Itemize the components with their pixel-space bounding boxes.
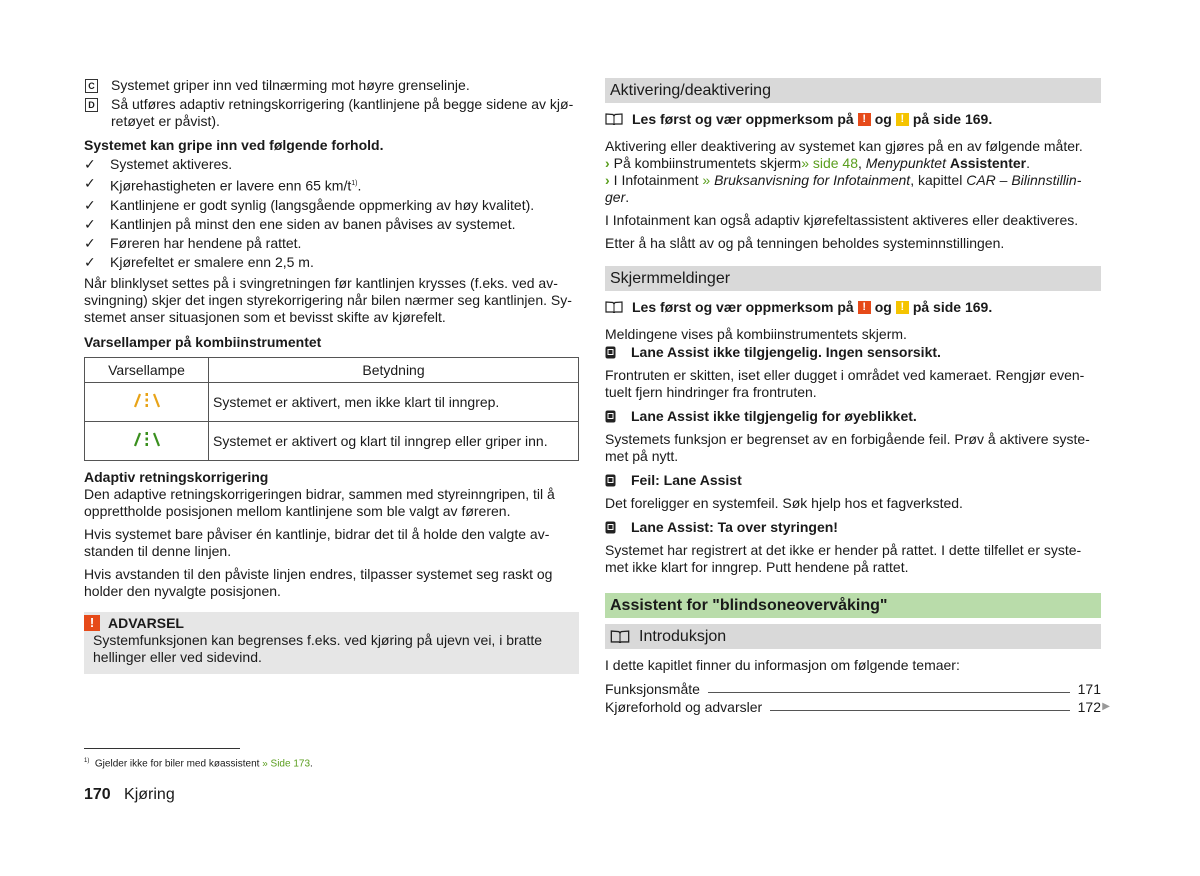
blink-line: svingning) skjer det ingen styrekorrigering når bilen nærmer seg kantlinjen. Sy- [84,291,572,308]
item-c-text: Systemet griper inn ved tilnærming mot høyre grenselinje. [111,77,470,93]
toc-page: 172 [1077,699,1101,715]
condition-text: Føreren har hendene på rattet. [110,234,302,251]
toc-label: Kjøreforhold og advarsler [605,699,763,715]
activation-paragraph: Aktivering eller deaktivering av systemet kan gjøres på en av følgende måter. [605,138,1083,154]
message-title-text: Lane Assist ikke tilgjengelig for øyeblikket. [631,408,917,424]
condition-item [84,196,579,215]
blink-line: stemet anser situasjonen som et bevisst skifte av kjørefelt. [84,308,446,325]
message-title [605,407,1101,425]
page-footer [84,786,175,804]
footnote-ref: 1) [351,180,358,187]
caution-icon: ! [896,113,909,126]
message-line: Systemets funksjon er begrenset av en forbigående feil. Prøv å aktivere syste- [605,431,1090,447]
read-first-page: på side 169. [912,299,993,315]
table-header-row [85,357,579,382]
toc-entry[interactable] [605,698,1110,716]
bullet-end: . [1026,155,1031,171]
section-heading-activation: Aktivering/deaktivering [605,78,1101,103]
book-icon [605,301,623,313]
check-icon: ✓ [84,175,96,191]
paragraph-one-line [84,526,579,560]
footnote-text: Gjelder ikke for biler med køassistent [94,758,260,770]
table-header: Betydning [209,357,579,382]
table-row [85,382,579,421]
read-first-page: på side 169. [912,111,993,127]
toc-leader [708,692,1070,693]
bullet-end: . [625,189,630,205]
book-icon [610,630,630,643]
message-line: met ikke klart for inngrep. Putt hendene på rattet. [605,559,909,575]
intro-title: Introduksjon [639,628,727,645]
messages-intro: Meldingene vises på kombiinstrumentets skjerm. [605,326,907,342]
message-title [605,343,1101,361]
adaptive-heading: Adaptiv retningskorrigering [84,468,269,485]
para-line: standen til denne linjen. [84,542,232,559]
footnote-end: . [310,758,313,770]
condition-speed-text: Kjørehastigheten er lavere enn 65 km/t [110,177,352,194]
message-title-text: Lane Assist ikke tilgjengelig. Ingen sensorsikt. [631,344,941,360]
condition-item [84,155,579,174]
warning-icon: ! [858,113,871,126]
toc-leader [770,710,1069,711]
toc-label: Funksjonsmåte [605,681,700,697]
toc-entry[interactable] [605,680,1101,698]
bullet-text: I Infotainment [613,172,703,188]
condition-text: Systemet aktiveres. [110,156,233,172]
page-number: 170 [84,786,111,803]
lane-assist-green-icon [85,421,209,460]
item-d-line1: Så utføres adaptiv retningskorrigering (kantlinjene på begge sidene av kjø- [111,96,574,112]
bullet-instrument [605,155,1101,172]
page-section: Kjøring [124,786,175,803]
footnote-divider [84,748,240,749]
para-line: holder den nyvalgte posisjonen. [84,582,281,599]
infotainment-paragraph: I Infotainment kan også adaptiv kjørefeltassistent aktiveres eller deaktiveres. [605,212,1079,228]
para-line: Hvis avstanden til den påviste linjen endres, tilpasser systemet seg raskt og [84,565,553,582]
bullet-infotainment [605,172,1101,206]
read-first-note [605,110,1101,128]
check-icon: ✓ [84,234,96,251]
condition-item [84,174,579,196]
message-line: Systemet har registrert at det ikke er hender på rattet. I dette tilfellet er syste- [605,542,1082,558]
list-item-d [84,95,579,130]
message-text [605,542,1101,576]
warning-lamps-table [84,357,579,461]
paragraph-distance [84,566,579,600]
message-title-text: Feil: Lane Assist [631,472,742,488]
caution-icon: ! [896,301,909,314]
message-title [605,518,1101,536]
subsection-heading-intro [605,624,1101,649]
bullet-sep: , [858,155,866,171]
adaptive-line: opprettholde posisjonen mellom kantlinjene som ble valgt av føreren. [84,502,511,519]
bullet-text: På kombiinstrumentets skjerm [613,155,802,171]
blink-line: Når blinklyset settes på i svingretningen før kantlinjen krysses (f.eks. ved av- [84,274,558,291]
footnote-link[interactable]: » Side 173 [262,758,311,770]
page-link[interactable]: » side 48 [801,155,859,171]
warning-text [93,632,570,666]
condition-text: Kjørefeltet er smalere enn 2,5 m. [110,253,314,270]
section-heading-blindspot: Assistent for "blindsoneovervåking" [605,593,1101,618]
left-column [84,76,579,674]
toc-page: 171 [1077,681,1101,697]
footnote [84,758,313,769]
check-icon: ✓ [84,215,96,232]
book-icon [605,113,623,125]
warning-icon: ! [84,615,100,631]
check-icon: ✓ [84,156,96,172]
lane-assist-amber-icon [85,382,209,421]
table-row [85,421,579,460]
item-d-text [111,96,573,130]
page-link[interactable]: » [702,172,715,188]
warning-box [84,612,579,674]
message-line: Frontruten er skitten, iset eller dugget i området ved kameraet. Rengjør even- [605,367,1085,383]
intro-paragraph: I dette kapitlet finner du informasjon om følgende temaer: [605,657,960,673]
table-cell: Systemet er aktivert, men ikke klart til inngrep. [209,382,579,421]
adaptive-line: Den adaptive retningskorrigeringen bidrar, sammen med styreinngripen, til å [84,485,555,502]
phone-icon [605,474,616,487]
message-text [605,495,1101,512]
letter-c-icon: C [85,79,98,93]
condition-text: Kjørehastigheten er lavere enn 65 $km/t^{1)}$. [110,177,362,194]
right-column [605,78,1110,716]
phone-icon [605,346,616,359]
read-first-and: og [874,299,892,315]
arrow-icon: › [605,172,610,188]
ignition-paragraph: Etter å ha slått av og på tenningen beholdes systeminnstillingen. [605,235,1005,251]
warning-line: Systemfunksjonen kan begrenses f.eks. ved kjøring på ujevn vei, i bratte [93,631,543,648]
warning-icon: ! [858,301,871,314]
bullet-italic: ger [605,189,626,205]
footnote-mark: 1) [84,758,90,764]
bullet-italic: CAR – Bilinnstillin- [966,172,1082,188]
read-first-text: Les først og vær oppmerksom på [632,111,854,127]
conditions-list [84,155,579,272]
condition-item [84,215,579,234]
table-heading: Varsellamper på kombiinstrumentet [84,333,322,350]
message-title [605,471,1101,489]
phone-icon [605,521,616,534]
bullet-text: , kapittel [910,172,967,188]
bullet-italic: Menypunktet [865,155,946,171]
arrow-icon: › [605,155,610,171]
check-icon: ✓ [84,253,96,270]
warning-line: hellinger eller ved sidevind. [93,648,262,665]
read-first-text: Les først og vær oppmerksom på [632,299,854,315]
read-first-and: og [874,111,892,127]
adaptive-paragraph [84,486,579,520]
bullet-bold: Assistenter [949,155,1027,171]
message-line: Det foreligger en systemfeil. Søk hjelp hos et fagverksted. [605,495,963,511]
warning-title [84,614,570,632]
read-first-note [605,298,1101,316]
condition-text: Kantlinjen på minst den ene siden av banen påvises av systemet. [110,215,516,232]
phone-icon [605,410,616,423]
message-title-text: Lane Assist: Ta over styringen! [631,519,838,535]
item-d-line2: retøyet er påvist). [111,113,220,129]
section-heading-messages: Skjermmeldinger [605,266,1101,291]
warning-title-text: ADVARSEL [108,614,184,631]
para-line: Hvis systemet bare påviser én kantlinje, bidrar det til å holde den valgte av- [84,525,550,542]
conditions-heading: Systemet kan gripe inn ved følgende forhold. [84,137,384,153]
continue-arrow-icon: ▶ [1102,701,1110,712]
check-icon: ✓ [84,196,96,213]
condition-text: Kantlinjene er godt synlig (langsgående oppmerking av høy kvalitet). [110,196,535,213]
table-header: Varsellampe [85,357,209,382]
table-cell: Systemet er aktivert og klart til inngrep eller griper inn. [209,421,579,460]
list-item-c [84,76,579,95]
condition-item [84,234,579,253]
message-text [605,367,1101,401]
message-text [605,431,1101,465]
blink-paragraph [84,275,579,326]
condition-item [84,253,579,272]
bullet-italic: Bruksanvisning for Infotainment [714,172,911,188]
message-line: met på nytt. [605,448,679,464]
letter-d-icon: D [85,98,98,112]
message-line: tuelt fjern hindringer fra frontruten. [605,384,817,400]
